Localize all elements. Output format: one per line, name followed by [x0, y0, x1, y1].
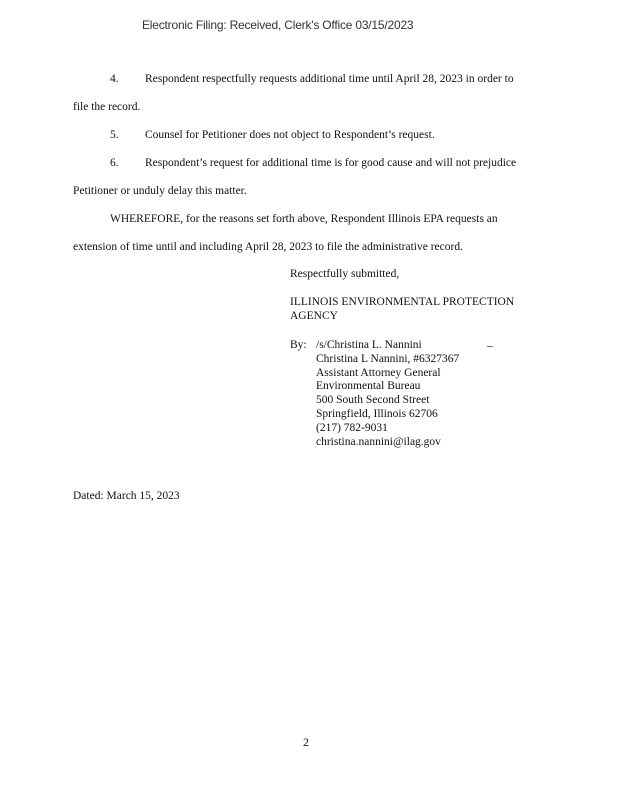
page-number: 2 — [303, 735, 309, 749]
signature-block — [316, 339, 459, 449]
dated-line: Dated: March 15, 2023 — [73, 490, 180, 502]
by-label: By: — [290, 339, 307, 351]
agency-name-line-2: AGENCY — [290, 310, 338, 322]
wherefore-line-2: extension of time until and including April 28, 2023 to file the administrative record. — [73, 241, 463, 253]
paragraph-4-line-2: file the record. — [73, 101, 141, 113]
signature-underline-mark: _ — [487, 336, 493, 348]
filing-stamp: Electronic Filing: Received, Clerk's Office 03/15/2023 — [142, 18, 414, 32]
paragraph-5-number: 5. — [110, 129, 119, 141]
street-address: 500 South Second Street — [316, 394, 430, 407]
city-state-zip: Springfield, Illinois 62706 — [316, 407, 438, 420]
email-address: christina.nannini@ilag.gov — [316, 435, 441, 448]
paragraph-5-line-1: Counsel for Petitioner does not object to Respondent’s request. — [145, 129, 435, 141]
bureau-name: Environmental Bureau — [316, 380, 421, 393]
attorney-name: Christina L Nannini, #6327367 — [316, 352, 460, 365]
phone-number: (217) 782-9031 — [316, 421, 388, 434]
agency-name-line-1: ILLINOIS ENVIRONMENTAL PROTECTION — [290, 296, 515, 308]
paragraph-6-line-2: Petitioner or unduly delay this matter. — [73, 185, 247, 197]
paragraph-4-number: 4. — [110, 73, 119, 85]
electronic-signature: /s/Christina L. Nannini — [316, 339, 422, 351]
respectfully-submitted: Respectfully submitted, — [290, 268, 400, 280]
wherefore-line-1: WHEREFORE, for the reasons set forth above, Respondent Illinois EPA requests an — [110, 213, 498, 225]
paragraph-6-number: 6. — [110, 157, 119, 169]
paragraph-4-line-1: Respondent respectfully requests additional time until April 28, 2023 in order to — [145, 73, 514, 85]
paragraph-6-line-1: Respondent’s request for additional time is for good cause and will not prejudice — [145, 157, 517, 169]
attorney-title: Assistant Attorney General — [316, 366, 441, 379]
agency-name — [290, 295, 514, 323]
